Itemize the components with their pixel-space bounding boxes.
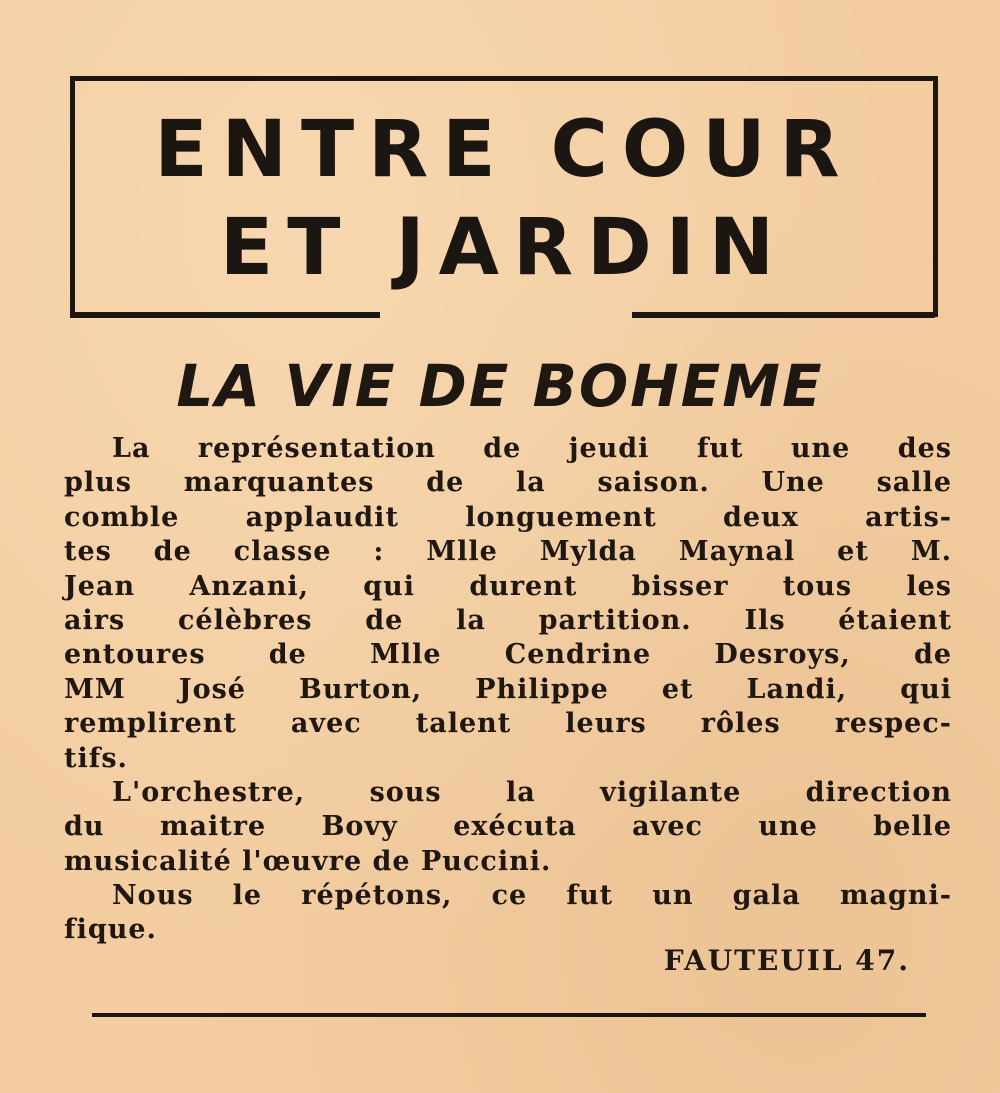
header-frame-bottom-right-rule <box>632 312 935 318</box>
article-line: tifs. <box>64 742 128 774</box>
article-line: Jean Anzani, qui durent bisser tous les <box>64 570 952 602</box>
article-line: du maitre Bovy exécuta avec une belle <box>64 811 952 843</box>
article-line: fique. <box>64 914 157 946</box>
article-line: plus marquantes de la saison. Une salle <box>64 467 952 499</box>
article-line: La représentation de jeudi fut une des <box>112 433 952 464</box>
article-line: comble applaudit longuement deux artis- <box>64 501 952 533</box>
column-title-line-2: ET JARDIN <box>219 203 789 293</box>
article-line: MM José Burton, Philippe et Landi, qui <box>64 673 952 705</box>
article-body <box>64 432 952 948</box>
article-line: L'orchestre, sous la vigilante direction <box>112 776 952 808</box>
column-title <box>75 101 933 297</box>
column-header-frame <box>70 76 938 317</box>
article-line: airs célèbres de la partition. Ils étaient <box>64 604 952 636</box>
article-line: musicalité l'œuvre de Puccini. <box>64 845 552 877</box>
header-frame-bottom-left-rule <box>70 312 380 318</box>
article-line: entoures de Mlle Cendrine Desroys, de <box>64 639 952 671</box>
article-line: tes de classe : Mlle Mylda Maynal et M. <box>64 536 952 568</box>
article-headline: LA VIE DE BOHEME <box>176 352 824 420</box>
article-signature: FAUTEUIL 47. <box>663 944 910 977</box>
article-line: remplirent avec talent leurs rôles respec- <box>64 708 952 740</box>
column-title-line-1: ENTRE COUR <box>154 105 854 195</box>
bottom-rule <box>92 1013 926 1017</box>
article-line: Nous le répétons, ce fut un gala magni- <box>112 880 952 912</box>
